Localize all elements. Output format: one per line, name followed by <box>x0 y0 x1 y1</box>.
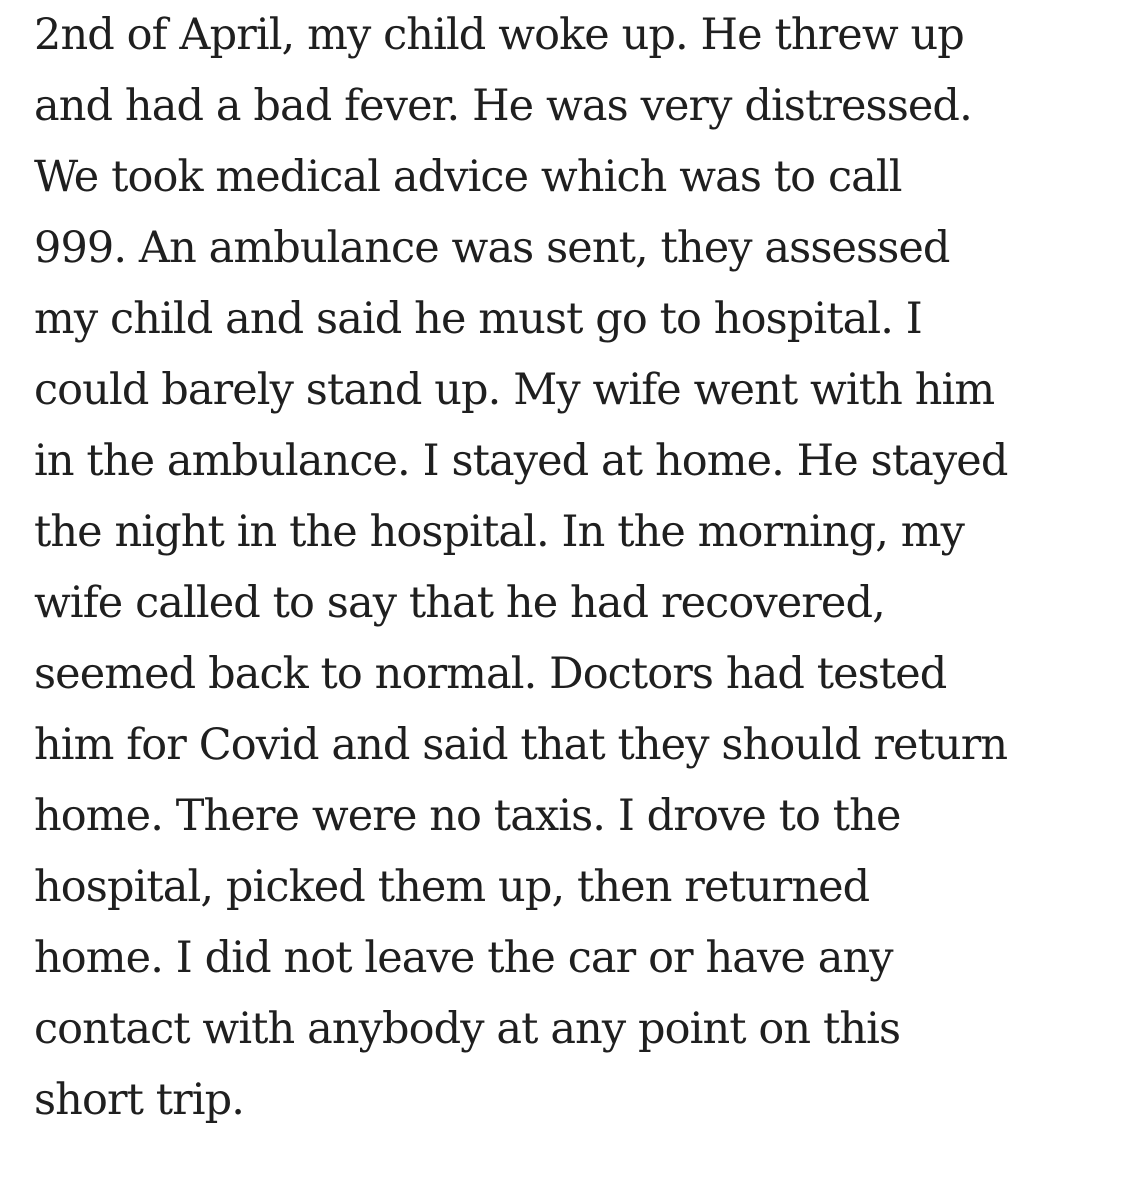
text-line: hospital, picked them up, then returned <box>34 862 870 912</box>
text-line: my child and said he must go to hospital. I <box>34 294 922 344</box>
text-line: the night in the hospital. In the morning, my <box>34 507 965 557</box>
text-line: 999. An ambulance was sent, they assessed <box>34 223 950 273</box>
text-line: We took medical advice which was to call <box>34 152 902 202</box>
text-line: home. There were no taxis. I drove to the <box>34 791 901 841</box>
text-line: in the ambulance. I stayed at home. He stayed <box>34 436 1008 486</box>
text-line: home. I did not leave the car or have any <box>34 933 893 983</box>
text-line: him for Covid and said that they should return <box>34 720 1008 770</box>
text-line: contact with anybody at any point on this <box>34 1004 901 1054</box>
text-line: and had a bad fever. He was very distressed. <box>34 81 972 131</box>
text-line: seemed back to normal. Doctors had tested <box>34 649 947 699</box>
text-line: short trip. <box>34 1075 245 1125</box>
text-line: 2nd of April, my child woke up. He threw up <box>34 10 964 60</box>
article-body <box>34 0 1124 1136</box>
text-line: wife called to say that he had recovered, <box>34 578 885 628</box>
text-line: could barely stand up. My wife went with him <box>34 365 995 415</box>
